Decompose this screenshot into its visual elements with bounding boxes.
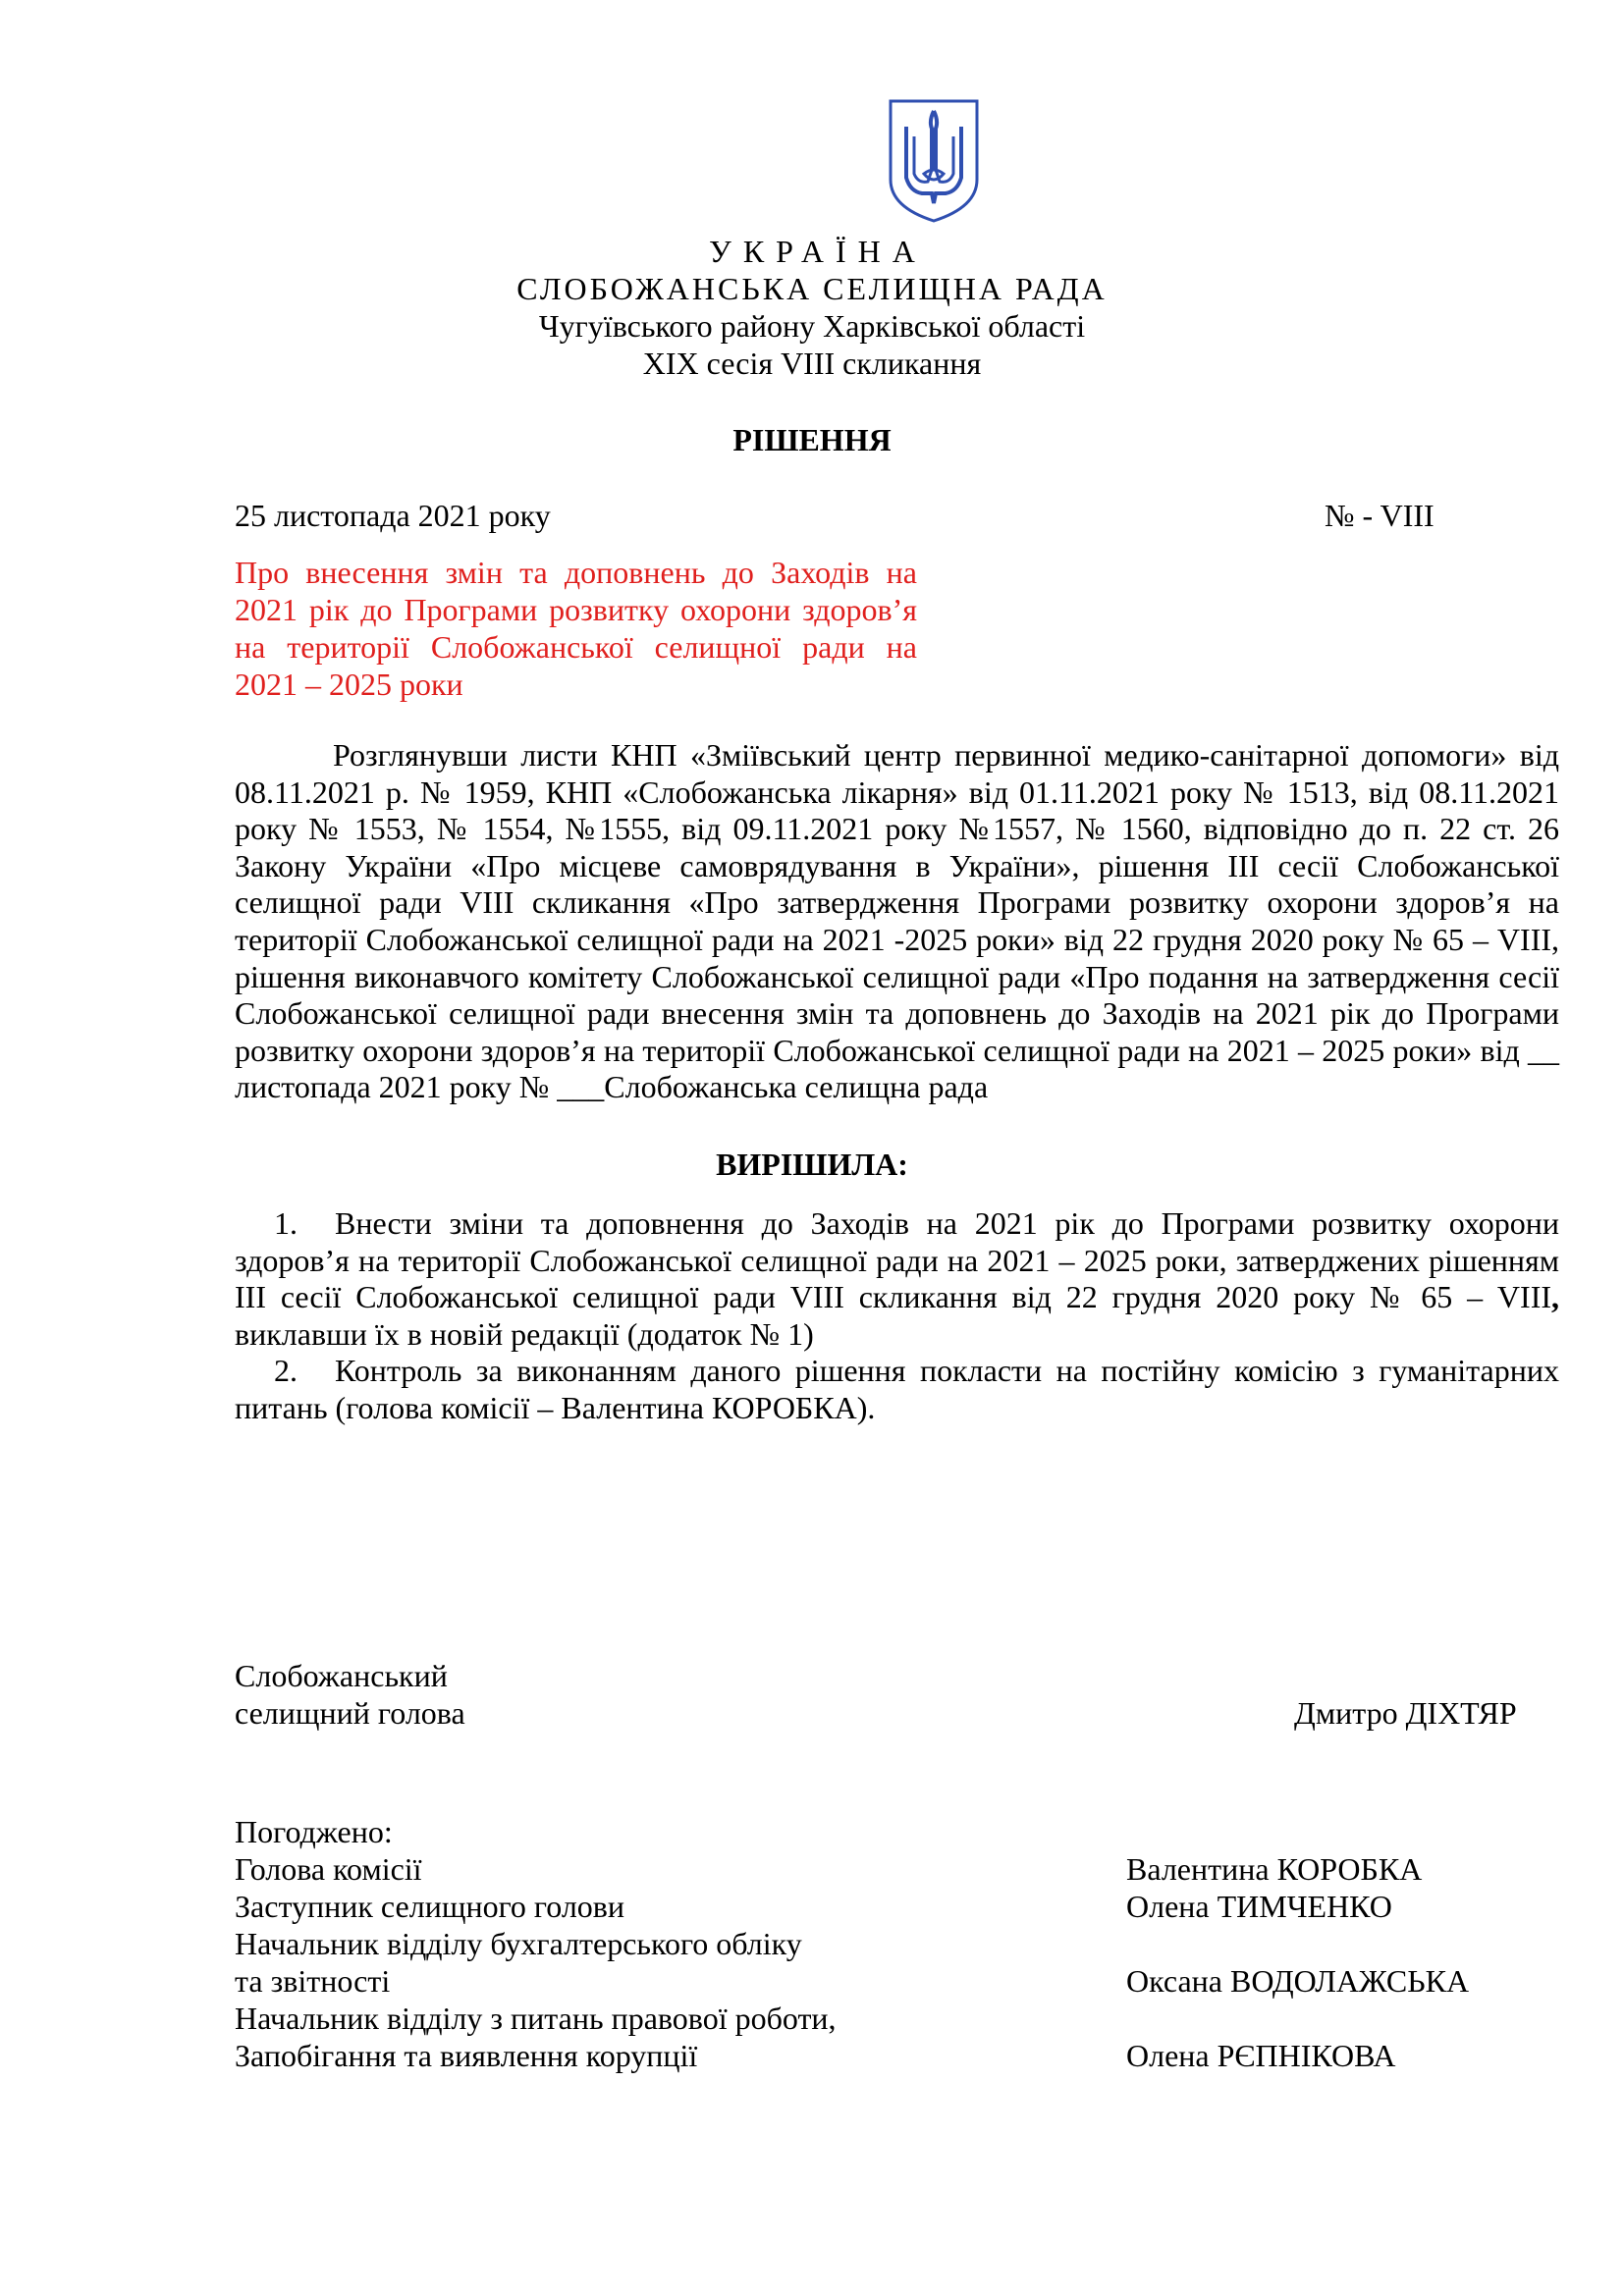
- resolution-items: [235, 1205, 1559, 1427]
- item-number: 1.: [274, 1205, 298, 1241]
- approval-name: Оксана ВОДОЛАЖСЬКА: [1126, 1963, 1470, 1999]
- preamble-block: [235, 737, 1559, 1106]
- item-text-bold-comma: ,: [1551, 1279, 1559, 1315]
- council-name: СЛОБОЖАНСЬКА СЕЛИЩНА РАДА: [516, 271, 1108, 306]
- approval-role: Начальник відділу з питань правової роботи,: [235, 2001, 837, 2036]
- approval-role: Заступник селищного голови: [235, 1889, 625, 1924]
- approval-name: Валентина КОРОБКА: [1126, 1851, 1423, 1887]
- approval-role: Голова комісії: [235, 1851, 422, 1887]
- decision-subject: Про внесення змін та доповнень до Заходів на 2021 рік до Програми розвитку охорони здоров’я на території Слобожанської селищної ради на 2021 – 2025 роки: [235, 555, 917, 702]
- signatory-name: Дмитро ДІХТЯР: [1294, 1695, 1517, 1731]
- approval-role-cont: та звітності: [235, 1963, 391, 1999]
- country-name: УКРАЇНА: [709, 234, 927, 269]
- approval-name: Олена ТИМЧЕНКО: [1126, 1889, 1392, 1924]
- approval-role: Начальник відділу бухгалтерського обліку: [235, 1926, 802, 1961]
- resolution-item: [235, 1353, 1559, 1426]
- session-line: XIX сесія VIII скликання: [642, 346, 982, 381]
- approval-name: Олена РЄПНІКОВА: [1126, 2038, 1396, 2073]
- signatory-title-line: Слобожанський: [235, 1658, 448, 1693]
- coat-of-arms-icon: [887, 97, 981, 225]
- decision-number: № - VIII: [1325, 498, 1435, 533]
- decision-date: 25 листопада 2021 року: [235, 498, 551, 533]
- item-number: 2.: [274, 1353, 298, 1389]
- preamble-paragraph: Розглянувши листи КНП «Зміївський центр первинної медико-санітарної допомоги» від 08.11.2021 р. № 1959, КНП «Слобожанська лікарня» від 01.11.2021 року № 1513, від 08.11.2021 року № 1553, № 1554, №1555, від 09.11.2021 року №1557, № 1560, відповідно до п. 22 ст. 26 Закону України «Про місцеве самоврядування в України», рішення ІІІ сесії Слобожанської селищної ради VIII скликання «Про затвердження Програми розвитку охорони здоров’я на території Слобожанської селищної ради на 2021 -2025 роки» від 22 грудня 2020 року № 65 – VIII, рішення виконавчого комітету Слобожанської селищної ради «Про подання на затвердження сесії Слобожанської селищної ради внесення змін та доповнень до Заходів на 2021 рік до Програми розвитку охорони здоров’я на території Слобожанської селищної ради на 2021 – 2025 роки» від __ листопада 2021 року № ___Слобожанська селищна рада: [235, 737, 1559, 1105]
- district-line: Чугуївського району Харківської області: [538, 308, 1086, 344]
- item-text: Контроль за виконанням даного рішення покласти на постійну комісію з гуманітарних питань (голова комісії – Валентина КОРОБКА).: [235, 1353, 1559, 1425]
- signatory-title-line: селищний голова: [235, 1695, 465, 1731]
- approval-heading: Погоджено:: [235, 1814, 393, 1849]
- item-text: Внести зміни та доповнення до Заходів на 2021 рік до Програми розвитку охорони здоров’я на території Слобожанської селищної ради на 2021 – 2025 роки, затверджених рішенням ІІІ сесії Слобожанської селищної ради VIII скликання від 22 грудня 2020 року № 65 – VIII: [235, 1205, 1559, 1315]
- item-text-end: виклавши їх в новій редакції (додаток № 1): [235, 1315, 814, 1352]
- document-type-title: РІШЕННЯ: [732, 422, 892, 457]
- resolved-heading: ВИРІШИЛА:: [716, 1147, 908, 1182]
- approval-role-cont: Запобігання та виявлення корупції: [235, 2038, 698, 2073]
- resolution-item: [235, 1205, 1559, 1353]
- signatory-title: [235, 1657, 465, 1732]
